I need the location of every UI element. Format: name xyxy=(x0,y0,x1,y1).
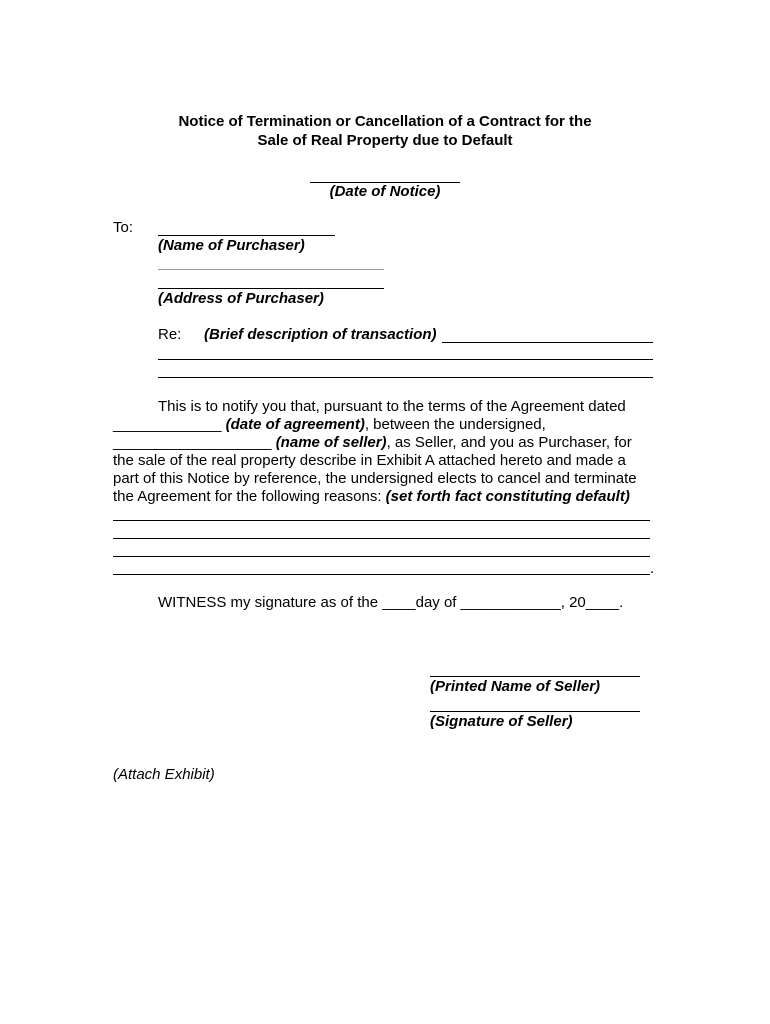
default-reason-blank-2[interactable] xyxy=(113,538,650,539)
document-title-line1: Notice of Termination or Cancellation of a Contract for the xyxy=(178,113,592,130)
purchaser-address-label: (Address of Purchaser) xyxy=(158,290,324,307)
default-reason-blank-4[interactable] xyxy=(113,574,650,575)
body-line-3-rest: , as Seller, and you as Purchaser, for xyxy=(386,434,632,451)
body-line-4: the sale of the real property describe in Exhibit A attached hereto and made a xyxy=(113,452,626,469)
body-line-1: This is to notify you that, pursuant to the terms of the Agreement dated xyxy=(158,398,626,415)
purchaser-name-label: (Name of Purchaser) xyxy=(158,237,305,254)
witness-statement: WITNESS my signature as of the ____day of ____________, 20____. xyxy=(158,594,624,611)
body-line-5: part of this Notice by reference, the undersigned elects to cancel and terminate xyxy=(113,470,637,487)
re-description-blank-2[interactable] xyxy=(158,359,653,360)
to-label: To: xyxy=(113,219,134,236)
body-line-6 xyxy=(113,488,653,506)
default-facts-label: (set forth fact constituting default) xyxy=(385,488,630,505)
date-of-notice-label xyxy=(0,183,770,200)
body-line-3 xyxy=(113,434,653,452)
name-of-seller-label: (name of seller) xyxy=(275,434,387,451)
re-description-label: (Brief description of transaction) xyxy=(204,326,437,343)
attach-exhibit-note: (Attach Exhibit) xyxy=(113,766,215,783)
date-of-agreement-label: (date of agreement) xyxy=(225,416,365,433)
re-description-blank-1[interactable] xyxy=(442,342,653,343)
body-line-6-text: the Agreement for the following reasons: xyxy=(113,488,386,505)
date-of-notice-text: (Date of Notice) xyxy=(329,183,441,200)
default-reason-period: . xyxy=(650,560,655,577)
body-line-2-rest: , between the undersigned, xyxy=(364,416,546,433)
default-reason-blank-3[interactable] xyxy=(113,556,650,557)
name-of-seller-blank[interactable]: ___________________ xyxy=(113,434,272,451)
printed-name-blank[interactable] xyxy=(430,676,640,677)
default-reason-blank-1[interactable] xyxy=(113,520,650,521)
re-description-blank-3[interactable] xyxy=(158,377,653,378)
printed-name-label: (Printed Name of Seller) xyxy=(430,678,601,695)
signature-label: (Signature of Seller) xyxy=(430,713,573,730)
body-line-2 xyxy=(113,416,653,434)
purchaser-name-blank[interactable] xyxy=(158,235,335,236)
re-label: Re: xyxy=(158,326,182,343)
purchaser-address-blank-1[interactable] xyxy=(158,269,384,270)
document-title-line2: Sale of Real Property due to Default xyxy=(257,132,513,149)
purchaser-address-blank-2[interactable] xyxy=(158,288,384,289)
date-of-agreement-blank[interactable]: _____________ xyxy=(113,416,222,433)
signature-blank[interactable] xyxy=(430,711,640,712)
